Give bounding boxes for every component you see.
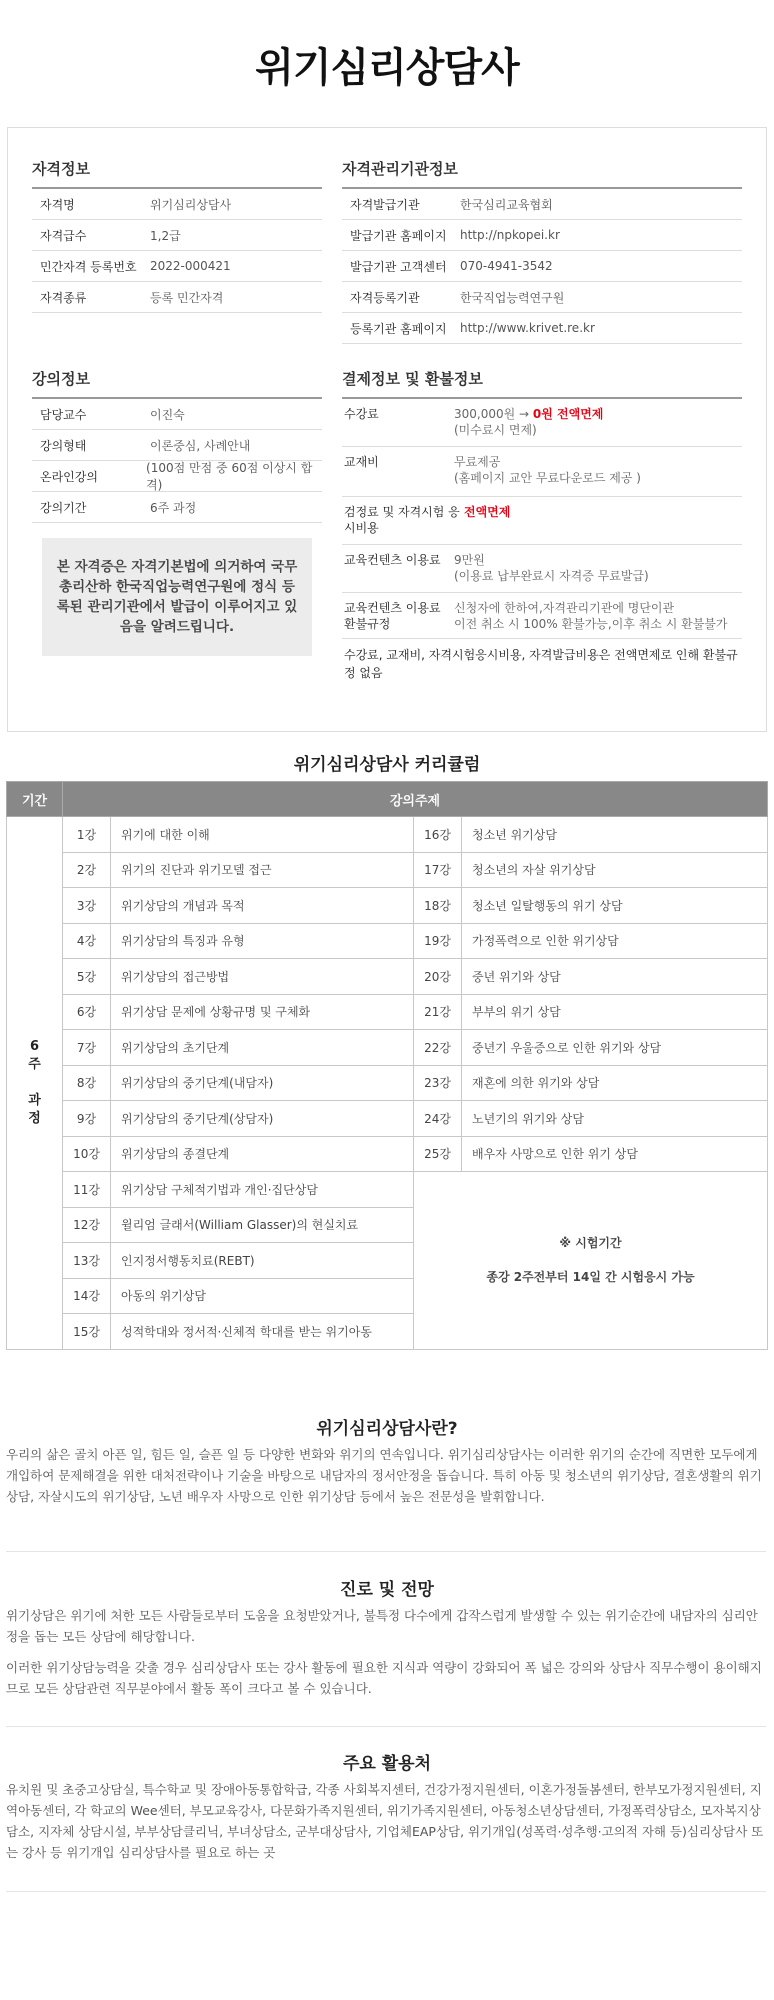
lecture-title: 청소년의 자살 위기상담 [462,852,768,888]
org-info [342,158,742,344]
payment-info [342,368,742,689]
info-key: 강의기간 [40,500,87,515]
period-text: 과 [28,1092,41,1108]
info-key: 담당교수 [40,407,87,422]
content-fee-label: 교육컨텐츠 이용료 [344,553,441,567]
info-row [342,220,742,251]
book-value: 무료제공 [454,455,501,469]
info-row [342,251,742,282]
refund-line-1: 신청자에 한하여,자격관리기관에 명단이관 [454,601,675,615]
table-row [7,817,768,853]
lecture-number: 15강 [63,1314,111,1350]
lecture-number: 25강 [414,1136,462,1172]
period-text [7,1074,62,1092]
lecture-number: 17강 [414,852,462,888]
lecture-title: 노년기의 위기와 상담 [462,1101,768,1137]
refund-footer-note: 수강료, 교재비, 자격시험응시비용, 자격발급비용은 전액면제로 인해 환불규정 없음 [344,648,738,680]
info-key: 등록기관 홈페이지 [350,321,447,336]
table-row [7,959,768,995]
info-value: 이론중심, 사례안내 [150,438,251,453]
info-key: 자격종류 [40,290,87,305]
lecture-number: 14강 [63,1278,111,1314]
table-row [7,1030,768,1066]
info-row [32,461,322,492]
lecture-title: 위기상담의 접근방법 [111,959,414,995]
info-key: 자격발급기관 [350,197,420,212]
refund-line-2: 이전 취소 시 100% 환불가능,이후 취소 시 환불불가 [454,617,728,631]
lecture-title: 위기상담의 특징과 유형 [111,923,414,959]
lecture-number: 2강 [63,852,111,888]
section-heading: 결제정보 및 환불정보 [342,368,742,399]
lecture-number: 11강 [63,1172,111,1208]
info-row [32,189,322,220]
lecture-title: 청소년 위기상담 [462,817,768,853]
info-key: 자격명 [40,197,75,212]
lecture-number: 24강 [414,1101,462,1137]
info-value: 2022-000421 [150,259,231,273]
lecture-title: 위기의 진단과 위기모델 접근 [111,852,414,888]
lecture-title: 부부의 위기 상담 [462,994,768,1030]
section-heading: 자격관리기관정보 [342,158,742,189]
table-row [7,852,768,888]
table-row [7,1101,768,1137]
fee-label: 수강료 [344,407,379,421]
info-row [32,220,322,251]
exam-fee-label: 검정료 및 자격시험 응시비용 [344,505,460,535]
lecture-title: 아동의 위기상담 [111,1278,414,1314]
info-key: 강의형태 [40,438,87,453]
info-value: 한국직업능력연구원 [460,290,565,305]
lecture-title: 위기상담 구체적기법과 개인·집단상담 [111,1172,414,1208]
lecture-title: 위기상담의 개념과 목적 [111,888,414,924]
info-value: http://npkopei.kr [460,228,560,242]
lecture-number: 4강 [63,923,111,959]
notice-box: 본 자격증은 자격기본법에 의거하여 국무총리산하 한국직업능력연구원에 정식 등록된 관리기관에서 발급이 이루어지고 있음을 알려드립니다. [42,538,312,656]
info-row [342,282,742,313]
lecture-number: 10강 [63,1136,111,1172]
about-text: 우리의 삶은 골치 아픈 일, 힘든 일, 슬픈 일 등 다양한 변화와 위기의 연속입니다. 위기심리상담사는 이러한 위기의 순간에 직면한 모두에게 개입하여 문제해결을 위한 대처전략이나 기술을 바탕으로 내담자의 정서안정을 돕습니다. 특히 아동 및 청소년의 위기상담, 결혼생활의 위기상담, 자살시도의 위기상담, 노년 배우자 사망으로 인한 위기상담 등에서 높은 전문성을 발휘합니다. [6,1447,762,1504]
usage-heading: 주요 활용처 [342,1754,432,1774]
period-cell [7,817,63,1350]
divider [6,1726,766,1727]
table-row [7,888,768,924]
info-panel [7,127,767,732]
lecture-title: 위기상담의 초기단계 [111,1030,414,1066]
book-label: 교재비 [344,455,379,469]
info-value: 위기심리상담사 [150,197,232,212]
divider [6,1551,766,1552]
info-value: 070-4941-3542 [460,259,553,273]
lecture-title: 중년기 우울증으로 인한 위기와 상담 [462,1030,768,1066]
about-heading: 위기심리상담사란? [316,1419,458,1439]
lecture-number: 1강 [63,817,111,853]
exam-period-title: ※ 시험기간 [559,1236,622,1251]
info-value: http://www.krivet.re.kr [460,321,595,335]
lecture-title: 재혼에 의한 위기와 상담 [462,1065,768,1101]
info-value: 이진숙 [150,407,185,422]
topic-header: 강의주제 [63,782,768,817]
curriculum-heading: 위기심리상담사 커리큘럼 [293,755,481,775]
table-row [7,923,768,959]
info-value: (100점 만점 중 60점 이상시 합격) [146,461,313,492]
info-key: 자격급수 [40,228,87,243]
info-value: 등록 민간자격 [150,290,224,305]
fee-note: (미수료시 면제) [454,423,537,437]
lecture-number: 19강 [414,923,462,959]
lecture-info [32,368,322,523]
lecture-number: 12강 [63,1207,111,1243]
info-row [32,492,322,523]
lecture-number: 3강 [63,888,111,924]
divider [6,1891,766,1892]
info-key: 민간자격 등록번호 [40,259,137,274]
fee-value: 300,000원 → [454,407,533,421]
period-text: 6 [29,1038,40,1054]
exam-period-cell [414,1172,768,1350]
info-row [32,282,322,313]
lecture-number: 7강 [63,1030,111,1066]
info-value: 1,2급 [150,228,181,243]
lecture-title: 위기상담의 중기단계(내담자) [111,1065,414,1101]
content-fee-note: (이용료 납부완료시 자격증 무료발급) [454,569,649,583]
lecture-title: 가정폭력으로 인한 위기상담 [462,923,768,959]
book-note: (홈페이지 교안 무료다운로드 제공 ) [454,471,641,485]
lecture-number: 8강 [63,1065,111,1101]
lecture-title: 위기상담의 종결단계 [111,1136,414,1172]
lecture-title: 위기에 대한 이해 [111,817,414,853]
info-row [342,189,742,220]
table-row [7,1172,768,1208]
table-row [7,1136,768,1172]
lecture-title: 배우자 사망으로 인한 위기 상담 [462,1136,768,1172]
section-heading: 강의정보 [32,368,322,399]
section-heading: 자격정보 [32,158,322,189]
fee-free: 0원 전액면제 [532,407,604,421]
lecture-number: 16강 [414,817,462,853]
lecture-number: 18강 [414,888,462,924]
info-value: 6주 과정 [150,500,197,515]
lecture-number: 20강 [414,959,462,995]
lecture-number: 23강 [414,1065,462,1101]
lecture-title: 청소년 일탈행동의 위기 상담 [462,888,768,924]
qualification-info [32,158,322,313]
lecture-title: 위기상담의 중기단계(상담자) [111,1101,414,1137]
lecture-title: 인지정서행동치료(REBT) [111,1243,414,1279]
page-title: 위기심리상담사 [255,45,519,91]
career-heading: 진로 및 전망 [340,1580,434,1600]
lecture-title: 중년 위기와 상담 [462,959,768,995]
info-row [32,251,322,282]
exam-period-desc: 종강 2주전부터 14일 간 시험응시 가능 [486,1270,695,1285]
lecture-number: 6강 [63,994,111,1030]
info-row [32,430,322,461]
lecture-title: 윌리엄 글래서(William Glasser)의 현실치료 [111,1207,414,1243]
refund-label: 교육컨텐츠 이용료 환불규정 [344,601,441,631]
info-key: 발급기관 고객센터 [350,259,447,274]
career-text-2: 이러한 위기상담능력을 갖출 경우 심리상담사 또는 강사 활동에 필요한 지식과 역량이 강화되어 폭 넓은 강의와 상담사 직무수행이 용이해지므로 모든 상담관련 직무분야에서 활동 폭이 크다고 볼 수 있습니다. [6,1660,762,1696]
career-text-1: 위기상담은 위기에 처한 모든 사람들로부터 도움을 요청받았거나, 불특정 다수에게 갑작스럽게 발생할 수 있는 위기순간에 내담자의 심리안정을 돕는 모든 상담에 해당합니다. [6,1608,758,1644]
info-key: 온라인강의 [40,469,98,484]
info-value: 한국심리교육협회 [460,197,553,212]
lecture-number: 5강 [63,959,111,995]
period-text: 주 [28,1056,41,1072]
info-row [342,313,742,344]
lecture-number: 13강 [63,1243,111,1279]
content-fee-value: 9만원 [454,553,485,567]
table-row [7,1065,768,1101]
table-row [7,994,768,1030]
info-key: 발급기관 홈페이지 [350,228,447,243]
lecture-title: 성적학대와 정서적·신체적 학대를 받는 위기아동 [111,1314,414,1350]
lecture-title: 위기상담 문제에 상황규명 및 구체화 [111,994,414,1030]
period-header: 기간 [7,782,63,817]
exam-fee-value: 전액면제 [464,505,511,519]
usage-text: 유치원 및 초중고상담실, 특수학교 및 장애아동통합학급, 각종 사회복지센터, 건강가정지원센터, 이혼가정돌봄센터, 한부모가정지원센터, 지역아동센터, 각 학교의 Wee센터, 부모교육강사, 다문화가족지원센터, 위기가족지원센터, 아동청소년상담센터, 가정폭력상담소, 모자복지상담소, 지자체 상담시설, 부부상담클리닉, 부녀상담소, 군부대상담사, 기업체EAP상담, 위기개입(성폭력·성추행·고의적 자해 등)심리상담사 또는 강사 등 위기개입 심리상담사를 필요로 하는 곳 [6,1782,764,1860]
info-key: 자격등록기관 [350,290,420,305]
curriculum-table [6,781,768,1350]
lecture-number: 9강 [63,1101,111,1137]
info-row [32,399,322,430]
period-text: 정 [28,1110,41,1126]
lecture-number: 21강 [414,994,462,1030]
lecture-number: 22강 [414,1030,462,1066]
